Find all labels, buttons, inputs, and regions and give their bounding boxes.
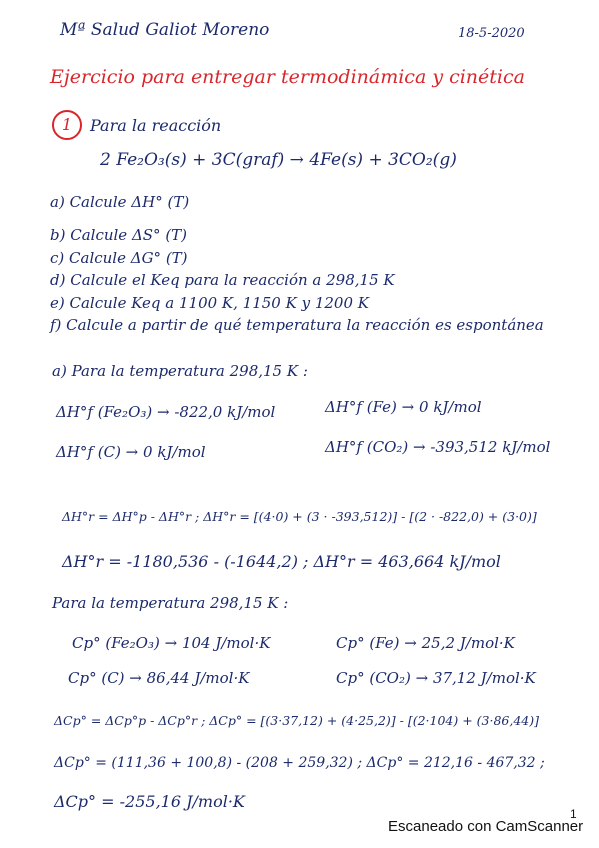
enthalpy-equation-1: ΔH°r = ΔH°p - ΔH°r ; ΔH°r = [(4·0) + (3 · -393,512)] - [(2 · -822,0) + (3·0)] [62, 509, 537, 524]
item-a: a) Calcule ΔH° (T) [50, 193, 190, 211]
item-c: c) Calcule ΔG° (T) [50, 249, 188, 267]
cp-equation-3: ΔCp° = -255,16 J/mol·K [54, 792, 245, 811]
item-f: f) Calcule a partir de qué temperatura la reacción es espontánea [50, 316, 544, 334]
enthalpy-fe: ΔH°f (Fe) → 0 kJ/mol [325, 398, 482, 416]
cp-fe2o3: Cp° (Fe₂O₃) → 104 J/mol·K [72, 634, 271, 652]
page-title: Ejercicio para entregar termodinámica y cinética [50, 66, 525, 88]
reaction-equation: 2 Fe₂O₃(s) + 3C(graf) → 4Fe(s) + 3CO₂(g) [100, 150, 457, 170]
cp-co2: Cp° (CO₂) → 37,12 J/mol·K [336, 669, 536, 687]
item-d: d) Calcule el Keq para la reacción a 298,15 K [50, 271, 395, 289]
item-b: b) Calcule ΔS° (T) [50, 226, 188, 244]
item-e: e) Calcule Keq a 1100 K, 1150 K y 1200 K [50, 294, 369, 312]
date: 18-5-2020 [458, 26, 525, 41]
author-name: Mª Salud Galiot Moreno [60, 20, 270, 40]
enthalpy-fe2o3: ΔH°f (Fe₂O₃) → -822,0 kJ/mol [56, 403, 276, 421]
exercise-number: 1 [52, 110, 82, 140]
cp-fe: Cp° (Fe) → 25,2 J/mol·K [336, 634, 515, 652]
enthalpy-c: ΔH°f (C) → 0 kJ/mol [56, 443, 206, 461]
cp-c: Cp° (C) → 86,44 J/mol·K [68, 669, 250, 687]
enthalpy-co2: ΔH°f (CO₂) → -393,512 kJ/mol [325, 438, 551, 456]
page-number: 1 [570, 807, 577, 821]
exercise-intro: Para la reacción [90, 116, 222, 135]
cp-equation-1: ΔCp° = ΔCp°p - ΔCp°r ; ΔCp° = [(3·37,12) + (4·25,2)] - [(2·104) + (3·86,44)] [54, 713, 540, 728]
cp-equation-2: ΔCp° = (111,36 + 100,8) - (208 + 259,32) ; ΔCp° = 212,16 - 467,32 ; [54, 755, 545, 771]
section-cp-heading: Para la temperatura 298,15 K : [52, 594, 289, 612]
scanner-watermark: Escaneado con CamScanner [388, 818, 584, 835]
section-a-heading: a) Para la temperatura 298,15 K : [52, 362, 308, 380]
enthalpy-equation-2: ΔH°r = -1180,536 - (-1644,2) ; ΔH°r = 463,664 kJ/mol [62, 552, 501, 571]
